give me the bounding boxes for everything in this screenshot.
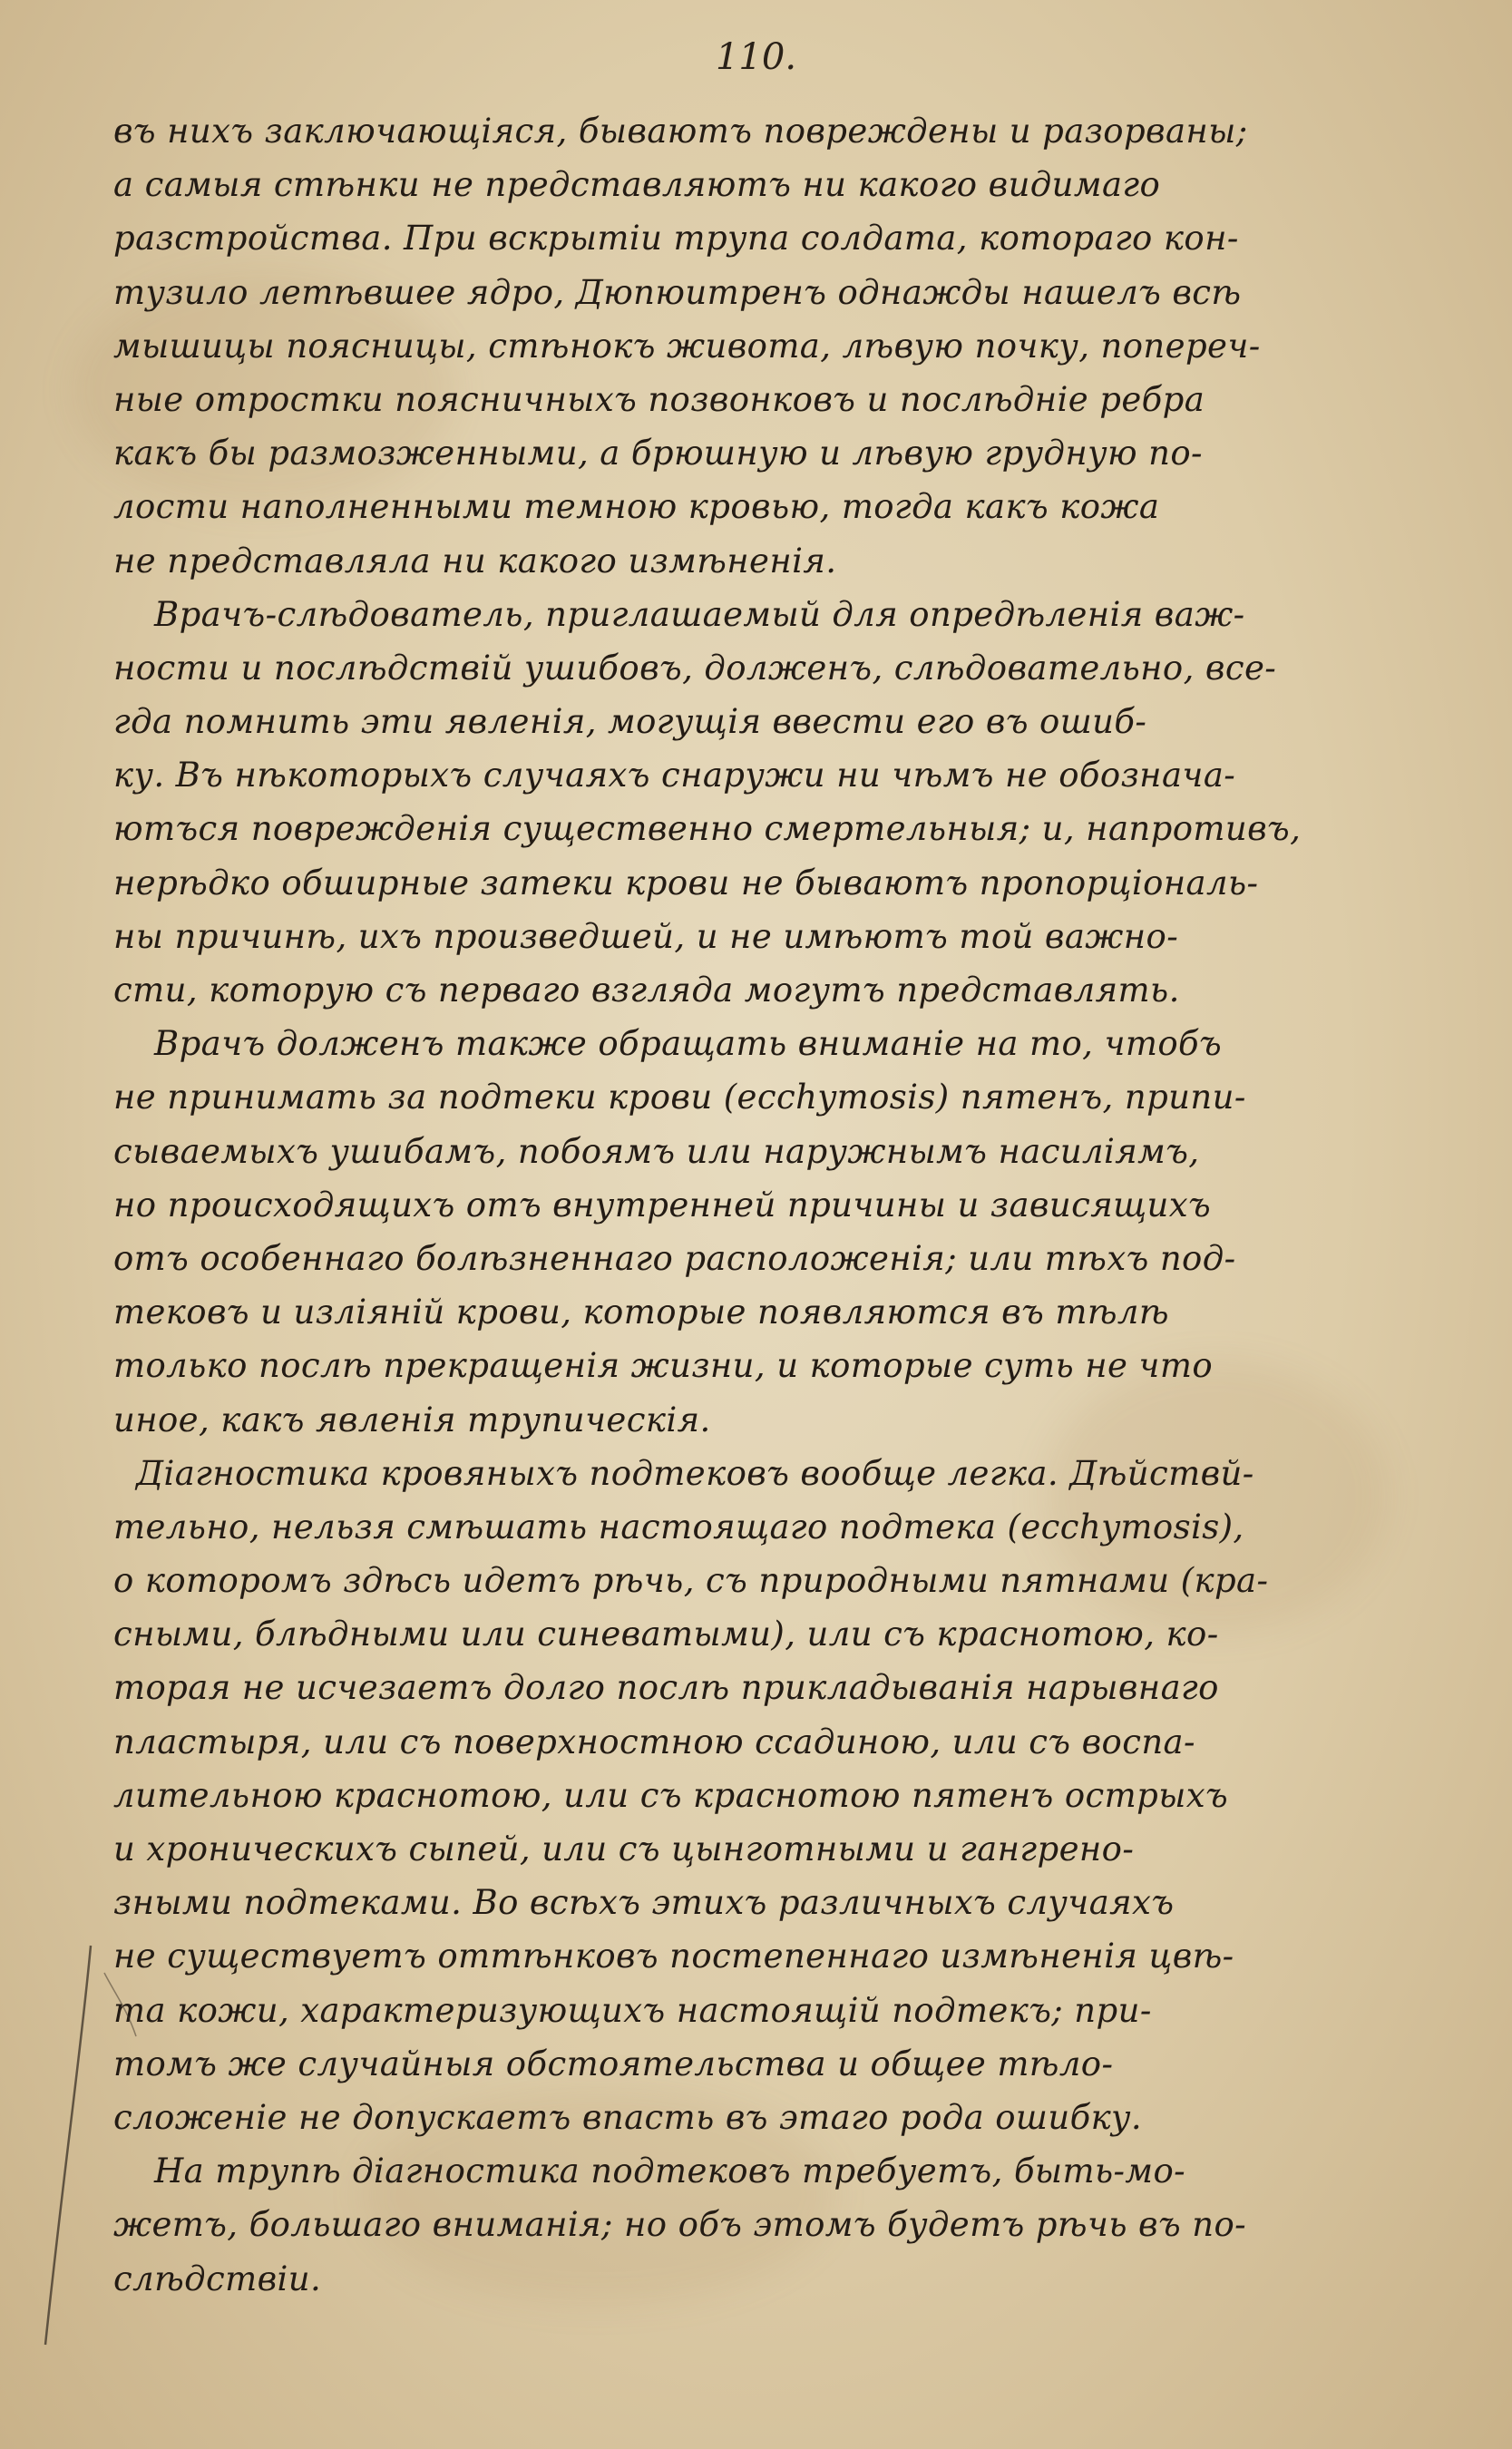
text-line: пластыря, или съ поверхностною ссадиною, или съ воспа- bbox=[113, 1722, 1195, 1761]
paragraph-start-line: На трупѣ діагностика подтековъ требуетъ, быть-мо- bbox=[154, 2151, 1186, 2191]
text-line: гда помнить эти явленія, могущія ввести его въ ошиб- bbox=[113, 702, 1147, 742]
text-line: иное, какъ явленія трупическія. bbox=[113, 1400, 711, 1439]
text-line: о которомъ здѣсь идетъ рѣчь, съ природными пятнами (кра- bbox=[113, 1561, 1269, 1601]
text-line: сти, которую съ перваго взгляда могутъ представлять. bbox=[113, 971, 1180, 1010]
text-line: тельно, нельзя смѣшать настоящаго подтека (ecchymosis), bbox=[113, 1507, 1244, 1546]
text-line: а самыя стѣнки не представляютъ ни какого видимаго bbox=[113, 165, 1161, 205]
text-line: томъ же случайныя обстоятельства и общее тѣло- bbox=[113, 2044, 1114, 2083]
paragraph-start-line: Врачъ-слѣдователь, приглашаемый для опредѣленія важ- bbox=[154, 594, 1245, 634]
text-line: лительною краснотою, или съ краснотою пятенъ острыхъ bbox=[113, 1775, 1229, 1815]
text-line: въ нихъ заключающіяся, бываютъ повреждены и разорваны; bbox=[113, 112, 1248, 151]
text-line: ны причинѣ, ихъ произведшей, и не имѣютъ той важно- bbox=[113, 916, 1179, 956]
margin-pencil-mark bbox=[27, 1937, 154, 2354]
text-line: сываемыхъ ушибамъ, побоямъ или наружнымъ насиліямъ, bbox=[113, 1131, 1200, 1171]
text-line: не представляла ни какого измѣненія. bbox=[113, 541, 837, 581]
text-line: ности и послѣдствій ушибовъ, долженъ, слѣдовательно, все- bbox=[113, 648, 1277, 688]
manuscript-text bbox=[113, 104, 1474, 2306]
paragraph-start-line: Діагностика кровяныхъ подтековъ вообще легка. Дѣйствй- bbox=[136, 1453, 1254, 1493]
text-line: только послѣ прекращенія жизни, и которые суть не что bbox=[113, 1346, 1214, 1386]
text-line: ютъся поврежденія существенно смертельныя; и, напротивъ, bbox=[113, 809, 1302, 849]
text-line: какъ бы размозженными, а брюшную и лѣвую грудную по- bbox=[113, 434, 1203, 473]
text-line: нерѣдко обширные затеки крови не бываютъ пропорціональ- bbox=[113, 863, 1259, 903]
text-line: зными подтеками. Во всѣхъ этихъ различныхъ случаяхъ bbox=[113, 1883, 1175, 1923]
text-line: лости наполненными темною кровью, тогда какъ кожа bbox=[113, 487, 1160, 527]
text-line: торая не исчезаетъ долго послѣ прикладыванія нарывнаго bbox=[113, 1668, 1219, 1708]
text-line: отъ особеннаго болѣзненнаго расположенія; или тѣхъ под- bbox=[113, 1238, 1236, 1278]
text-line: сными, блѣдными или синеватыми), или съ краснотою, ко- bbox=[113, 1615, 1219, 1654]
text-line: но происходящихъ отъ внутренней причины и зависящихъ bbox=[113, 1185, 1212, 1224]
paragraph-start-line: Врачъ долженъ также обращать вниманіе на то, чтобъ bbox=[154, 1024, 1223, 1064]
text-line: не существуетъ оттѣнковъ постепеннаго измѣненія цвѣ- bbox=[113, 1937, 1234, 1976]
text-line: ные отростки поясничныхъ позвонковъ и послѣдніе ребра bbox=[113, 379, 1205, 419]
text-line: тузило летѣвшее ядро, Дюпюитренъ однажды нашелъ всѣ bbox=[113, 272, 1242, 312]
text-line: сложеніе не допускаетъ впасть въ этаго рода ошибку. bbox=[113, 2097, 1143, 2137]
text-line: разстройства. При вскрытіи трупа солдата, котораго кон- bbox=[113, 219, 1239, 259]
text-line: слѣдствіи. bbox=[113, 2259, 322, 2298]
text-line: жетъ, большаго вниманія; но объ этомъ будетъ рѣчь въ по- bbox=[113, 2205, 1247, 2245]
text-line: та кожи, характеризующихъ настоящій подтекъ; при- bbox=[113, 1990, 1152, 2030]
text-line: мышицы поясницы, стѣнокъ живота, лѣвую почку, попереч- bbox=[113, 326, 1261, 366]
text-line: и хроническихъ сыпей, или съ цынготными и гангрено- bbox=[113, 1829, 1135, 1868]
text-line: тековъ и изліяній крови, которые появляются въ тѣлѣ bbox=[113, 1293, 1169, 1332]
text-line: ку. Въ нѣкоторыхъ случаяхъ снаружи ни чѣмъ не обознача- bbox=[113, 756, 1236, 795]
page-number: 110. bbox=[715, 36, 797, 78]
text-line: не принимать за подтеки крови (ecchymosis) пятенъ, припи- bbox=[113, 1078, 1246, 1117]
